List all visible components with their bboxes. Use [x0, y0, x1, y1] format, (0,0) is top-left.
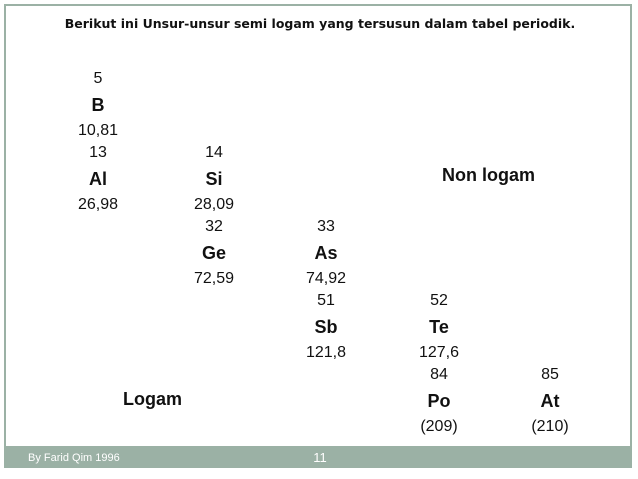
- element-cell-germanium: [169, 214, 259, 292]
- atomic-mass: 72,59: [193, 270, 235, 287]
- atomic-number: 52: [430, 292, 448, 309]
- element-cell-silicon: [169, 140, 259, 218]
- atomic-number: 85: [541, 366, 559, 383]
- atomic-mass: 74,92: [305, 270, 347, 287]
- element-cell-arsenic: [281, 214, 371, 292]
- element-symbol: Si: [205, 169, 223, 189]
- element-symbol: As: [314, 243, 338, 263]
- element-symbol: B: [91, 95, 105, 115]
- author-credit: By Farid Qim 1996: [28, 452, 120, 464]
- metal-label: Logam: [123, 389, 183, 409]
- atomic-number: 32: [205, 218, 223, 235]
- element-cell-polonium: [394, 362, 484, 440]
- element-symbol: Sb: [314, 317, 338, 337]
- atomic-number: 14: [205, 144, 223, 161]
- page-number: 11: [313, 450, 327, 465]
- slide-title: Berikut ini Unsur-unsur semi logam yang tersusun dalam tabel periodik.: [64, 16, 576, 31]
- atomic-number: 13: [89, 144, 107, 161]
- atomic-mass: 121,8: [305, 344, 347, 361]
- element-symbol: Ge: [201, 243, 226, 263]
- atomic-mass: 10,81: [77, 122, 119, 139]
- element-cell-boron: [53, 66, 143, 144]
- atomic-number: 51: [317, 292, 335, 309]
- element-cell-aluminium: [53, 140, 143, 218]
- atomic-number: 33: [317, 218, 335, 235]
- non-metal-label: Non logam: [442, 165, 535, 185]
- element-symbol: Te: [429, 317, 449, 337]
- element-symbol: Po: [427, 391, 451, 411]
- atomic-number: 84: [430, 366, 448, 383]
- element-symbol: At: [540, 391, 560, 411]
- atomic-mass: (209): [420, 418, 458, 435]
- atomic-mass: 26,98: [77, 196, 119, 213]
- atomic-number: 5: [93, 70, 103, 87]
- atomic-mass: 127,6: [418, 344, 460, 361]
- atomic-mass: 28,09: [193, 196, 235, 213]
- element-cell-antimony: [281, 288, 371, 366]
- element-symbol: Al: [89, 169, 107, 189]
- element-cell-tellurium: [394, 288, 484, 366]
- element-cell-astatine: [505, 362, 595, 440]
- atomic-mass: (210): [531, 418, 569, 435]
